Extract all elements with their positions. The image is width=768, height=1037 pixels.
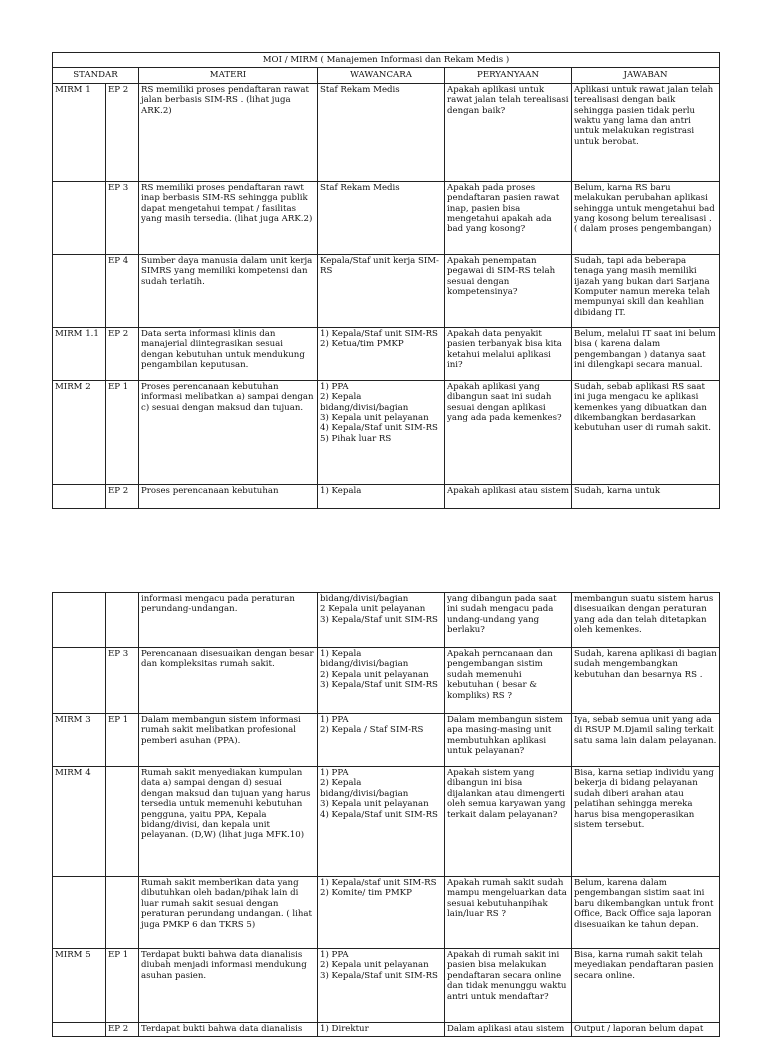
cell-pertanyaan: Apakah aplikasi atau sistem (445, 484, 572, 508)
moi-mirm-table-page-2 (52, 592, 720, 1037)
cell-pertanyaan: Apakah aplikasi yang dibangun saat ini sudah sesuai dengan aplikasi yang ada pada kemenkes? (445, 380, 572, 484)
cell-wawancara (318, 949, 445, 1023)
cell-materi: Proses perencanaan kebutuhan informasi melibatkan a) sampai dengan c) sesuai dengan maksud dan tujuan. (139, 380, 318, 484)
wawancara-line: 1) Kepala bidang/divisi/bagian (320, 649, 409, 670)
cell-wawancara (318, 877, 445, 949)
wawancara-line: 2) Ketua/tim PMKP (320, 339, 404, 350)
wawancara-line: 2 Kepala unit pelayanan (320, 604, 426, 615)
cell-jawaban: Sudah, karena aplikasi di bagian sudah mengembangkan kebutuhan dan besarnya RS . (572, 648, 720, 714)
cell-pertanyaan: Dalam membangun sistem apa masing-masing unit membutuhkan aplikasi untuk pelayanan? (445, 714, 572, 767)
table-row (53, 714, 720, 767)
cell-materi: informasi mengacu pada peraturan perundang-undangan. (139, 593, 318, 648)
cell-wawancara (318, 714, 445, 767)
wawancara-line: 1) Direktur (320, 1024, 369, 1034)
cell-wawancara (318, 327, 445, 380)
cell-pertanyaan: Apakah di rumah sakit ini pasien bisa melakukan pendaftaran secara online dan tidak menunggu waktu antri untuk mendaftar? (445, 949, 572, 1023)
wawancara-line: 1) Kepala/Staf unit SIM-RS (320, 328, 438, 339)
cell-ep (106, 877, 139, 949)
cell-wawancara (318, 181, 445, 254)
cell-standar (53, 181, 106, 254)
wawancara-line: 4) Kepala/Staf unit SIM-RS (320, 809, 438, 820)
cell-pertanyaan: Apakah pada proses pendaftaran pasien rawat inap, pasien bisa mengetahui apakah ada bad yang kosong? (445, 181, 572, 254)
cell-jawaban: Bisa, karna setiap individu yang bekerja di bidang pelayanan sudah diberi arahan atau pelatihan sehingga mereka harus bisa mengoperasikan sistem tersebut. (572, 767, 720, 877)
cell-materi: Data serta informasi klinis dan manajerial diintegrasikan sesuai dengan kebutuhan untuk mendukung pengambilan keputusan. (139, 327, 318, 380)
cell-materi: Proses perencanaan kebutuhan (139, 484, 318, 508)
cell-standar: MIRM 4 (53, 767, 106, 877)
cell-ep: EP 2 (106, 1023, 139, 1037)
cell-jawaban: Iya, sebab semua unit yang ada di RSUP M.Djamil saling terkait satu sama lain dalam pelayanan. (572, 714, 720, 767)
wawancara-line: 1) PPA (320, 381, 349, 392)
cell-pertanyaan: Apakah perncanaan dan pengembangan sistim sudah memenuhi kebutuhan ( besar & kompliks) RS ? (445, 648, 572, 714)
cell-wawancara (318, 254, 445, 327)
cell-ep: EP 4 (106, 254, 139, 327)
table-title: MOI / MIRM ( Manajemen Informasi dan Rekam Medis ) (53, 53, 720, 68)
table-row (53, 1023, 720, 1037)
cell-ep (106, 593, 139, 648)
cell-standar (53, 1023, 106, 1037)
wawancara-line: 1) PPA (320, 950, 349, 960)
table-title-row (53, 53, 720, 68)
wawancara-line: 1) PPA (320, 715, 349, 725)
cell-wawancara (318, 767, 445, 877)
cell-ep: EP 3 (106, 648, 139, 714)
wawancara-line: 1) PPA (320, 768, 349, 778)
cell-jawaban: Aplikasi untuk rawat jalan telah terealisasi dengan baik sehingga pasien tidak perlu waktu yang lama dan antri untuk melakukan registrasi untuk berobat. (572, 83, 720, 181)
wawancara-line: 5) Pihak luar RS (320, 433, 392, 444)
table-row (53, 181, 720, 254)
cell-pertanyaan: Apakah rumah sakit sudah mampu mengeluarkan data sesuai kebutuhanpihak lain/luar RS ? (445, 877, 572, 949)
header-wawancara: WAWANCARA (318, 68, 445, 83)
cell-jawaban: Sudah, sebab aplikasi RS saat ini juga mengacu ke aplikasi kemenkes yang dibuatkan dan dikembangkan berdasarkan kebutuhan user di rumah sakit. (572, 380, 720, 484)
cell-materi: Rumah sakit menyediakan kumpulan data a) sampai dengan d) sesuai dengan maksud dan tujuan yang harus tersedia untuk memenuhi kebutuhan pengguna, yaitu PPA, Kepala bidang/divisi, dan kepala unit pelayanan. (D,W) (lihat juga MFK.10) (139, 767, 318, 877)
wawancara-line: 4) Kepala/Staf unit SIM-RS (320, 423, 438, 434)
cell-jawaban: Belum, karena dalam pengembangan sistim saat ini baru dikembangkan untuk front Office, Back Office saja laporan disesuaikan ke tahun depan. (572, 877, 720, 949)
table-row (53, 949, 720, 1023)
table-row (53, 648, 720, 714)
header-standar: STANDAR (53, 68, 139, 83)
wawancara-line: 2) Kepala / Staf SIM-RS (320, 725, 424, 736)
cell-wawancara (318, 380, 445, 484)
cell-materi: Rumah sakit memberikan data yang dibutuhkan oleh badan/pihak lain di luar rumah sakit sesuai dengan peraturan perundang undangan. ( lihat juga PMKP 6 dan TKRS 5) (139, 877, 318, 949)
cell-standar: MIRM 1.1 (53, 327, 106, 380)
wawancara-line: 3) Kepala/Staf unit SIM-RS (320, 970, 438, 981)
cell-ep: EP 2 (106, 83, 139, 181)
wawancara-line: Staf Rekam Medis (320, 182, 400, 193)
table-row (53, 593, 720, 648)
table-row (53, 767, 720, 877)
cell-standar (53, 877, 106, 949)
cell-jawaban: membangun suatu sistem harus disesuaikan dengan peraturan yang ada dan telah ditetapkan oleh kemenkes. (572, 593, 720, 648)
cell-wawancara (318, 648, 445, 714)
cell-ep: EP 2 (106, 327, 139, 380)
table-row (53, 254, 720, 327)
cell-jawaban: Output / laporan belum dapat (572, 1023, 720, 1037)
wawancara-line: 1) Kepala/staf unit SIM-RS (320, 878, 437, 888)
cell-ep: EP 1 (106, 949, 139, 1023)
wawancara-line: 2) Kepala unit pelayanan (320, 669, 429, 680)
wawancara-line: 3) Kepala unit pelayanan (320, 413, 429, 424)
wawancara-line: 3) Kepala unit pelayanan (320, 799, 429, 810)
table-body-page-2 (53, 593, 720, 1037)
wawancara-line: 2) Kepala unit pelayanan (320, 960, 429, 971)
cell-standar (53, 593, 106, 648)
cell-jawaban: Belum, melalui IT saat ini belum bisa ( karena dalam pengembangan ) datanya saat ini dilengkapi secara manual. (572, 327, 720, 380)
table-row (53, 380, 720, 484)
cell-pertanyaan: Apakah data penyakit pasien terbanyak bisa kita ketahui melalui aplikasi ini? (445, 327, 572, 380)
cell-jawaban: Sudah, tapi ada beberapa tenaga yang masih memiliki ijazah yang bukan dari Sarjana Komputer namun mereka telah mempunyai skill dan keahlian dibidang IT. (572, 254, 720, 327)
wawancara-line: 2) Kepala bidang/divisi/bagian (320, 392, 409, 413)
wawancara-line: 3) Kepala/Staf unit SIM-RS (320, 680, 438, 691)
table-body-page-1 (53, 83, 720, 508)
cell-standar (53, 648, 106, 714)
cell-standar: MIRM 3 (53, 714, 106, 767)
cell-pertanyaan: yang dibangun pada saat ini sudah mengacu pada undang-undang yang berlaku? (445, 593, 572, 648)
cell-ep (106, 767, 139, 877)
header-pertanyaan: PERYANYAAN (445, 68, 572, 83)
cell-wawancara (318, 484, 445, 508)
cell-pertanyaan: Apakah penempatan pegawai di SIM-RS telah sesuai dengan kompetensinya? (445, 254, 572, 327)
cell-materi: Terdapat bukti bahwa data dianalisis (139, 1023, 318, 1037)
cell-wawancara (318, 83, 445, 181)
cell-ep: EP 3 (106, 181, 139, 254)
cell-wawancara (318, 1023, 445, 1037)
table-row (53, 484, 720, 508)
table-row (53, 877, 720, 949)
cell-materi: RS memiliki proses pendaftaran rawt inap berbasis SIM-RS sehingga publik dapat mengetahui tempat / fasilitas yang masih tersedia. (lihat juga ARK.2) (139, 181, 318, 254)
cell-materi: Perencanaan disesuaikan dengan besar dan kompleksitas rumah sakit. (139, 648, 318, 714)
cell-materi: Terdapat bukti bahwa data dianalisis diubah menjadi informasi mendukung asuhan pasien. (139, 949, 318, 1023)
cell-standar (53, 254, 106, 327)
wawancara-line: 3) Kepala/Staf unit SIM-RS (320, 614, 438, 625)
moi-mirm-table-page-1 (52, 52, 720, 509)
table-header-row (53, 68, 720, 83)
wawancara-line: 2) Kepala bidang/divisi/bagian (320, 778, 409, 799)
table-row (53, 327, 720, 380)
wawancara-line: bidang/divisi/bagian (320, 594, 409, 604)
wawancara-line: 2) Komite/ tim PMKP (320, 888, 412, 899)
header-jawaban: JAWABAN (572, 68, 720, 83)
wawancara-line: 1) Kepala (320, 485, 362, 496)
cell-pertanyaan: Dalam aplikasi atau sistem (445, 1023, 572, 1037)
cell-standar: MIRM 2 (53, 380, 106, 484)
wawancara-line: Staf Rekam Medis (320, 84, 400, 95)
cell-standar (53, 484, 106, 508)
cell-wawancara (318, 593, 445, 648)
cell-jawaban: Sudah, karna untuk (572, 484, 720, 508)
cell-materi: RS memiliki proses pendaftaran rawat jalan berbasis SIM-RS . (lihat juga ARK.2) (139, 83, 318, 181)
cell-jawaban: Belum, karna RS baru melakukan perubahan aplikasi sehingga untuk mengetahui bad yang kosong belum terealisasi . ( dalam proses pengembangan) (572, 181, 720, 254)
document-page-2 (0, 540, 768, 1034)
cell-standar: MIRM 5 (53, 949, 106, 1023)
cell-jawaban: Bisa, karna rumah sakit telah meyediakan pendaftaran pasien secara online. (572, 949, 720, 1023)
cell-ep: EP 2 (106, 484, 139, 508)
table-row (53, 83, 720, 181)
cell-ep: EP 1 (106, 714, 139, 767)
cell-ep: EP 1 (106, 380, 139, 484)
cell-pertanyaan: Apakah sistem yang dibangun ini bisa dijalankan atau dimengerti oleh semua karyawan yang terkait dalam pelayanan? (445, 767, 572, 877)
header-materi: MATERI (139, 68, 318, 83)
wawancara-line: Kepala/Staf unit kerja SIM-RS (320, 255, 439, 277)
cell-materi: Sumber daya manusia dalam unit kerja SIMRS yang memiliki kompetensi dan sudah terlatih. (139, 254, 318, 327)
cell-standar: MIRM 1 (53, 83, 106, 181)
cell-materi: Dalam membangun sistem informasi rumah sakit melibatkan profesional pemberi asuhan (PPA). (139, 714, 318, 767)
cell-pertanyaan: Apakah aplikasi untuk rawat jalan telah terealisasi dengan baik? (445, 83, 572, 181)
